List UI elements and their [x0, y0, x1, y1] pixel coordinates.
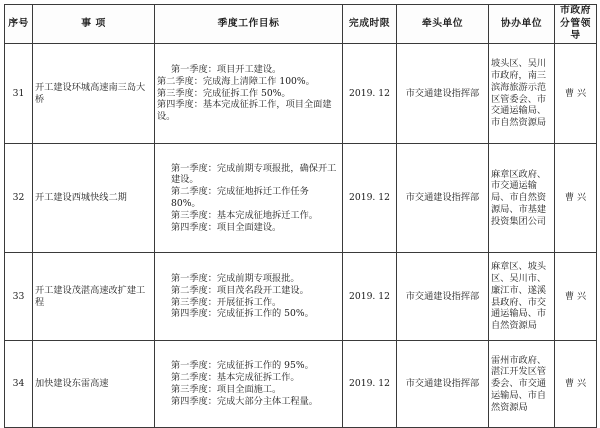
- assist-line: 市政府，南三: [491, 69, 547, 81]
- row-goals: [155, 144, 343, 253]
- assist-line: 区管委会、市: [491, 93, 547, 105]
- goal-line: 第三季度：完成征拆工作 50%。: [157, 87, 291, 99]
- goal-line: 第四季度：基本完成征拆工作，项目全面建设。: [157, 99, 332, 123]
- assist-line: 委会、市交通: [491, 378, 547, 390]
- assist-line: 区、吴川市、: [491, 272, 547, 284]
- goal-line: 第三季度：基本完成征地拆迁工作。: [171, 209, 318, 221]
- row-assist: [489, 144, 555, 253]
- header-leader-line1: 市政府: [560, 5, 591, 17]
- row-leader: 曹 兴: [555, 44, 597, 144]
- row-item: 开工建设环城高速南三岛大桥: [33, 44, 155, 144]
- row-lead: 市交通建设指挥部: [397, 341, 489, 428]
- header-no: 序号: [5, 5, 33, 44]
- row-no: 33: [5, 253, 33, 341]
- assist-line: 源局、市基建: [491, 203, 547, 215]
- row-leader: 曹 兴: [555, 144, 597, 253]
- row-item: 开工建设西城快线二期: [33, 144, 155, 253]
- table-row: [5, 44, 597, 144]
- goal-line: 第二季度：基本完成征拆工作。: [171, 372, 300, 384]
- header-goal: 季度工作目标: [155, 5, 343, 44]
- row-lead: 市交通建设指挥部: [397, 44, 489, 144]
- goal-line: 第一季度：项目开工建设。: [171, 64, 282, 76]
- goal-line: 第一季度：完成征拆工作的 95%。: [171, 360, 314, 372]
- row-leader: 曹 兴: [555, 253, 597, 341]
- goal-line: 第四季度：完成大部分主体工程量。: [171, 395, 318, 407]
- assist-line: 麻章区、坡头: [491, 261, 547, 273]
- header-deadline: 完成时限: [343, 5, 397, 44]
- row-deadline: 2019. 12: [343, 144, 397, 253]
- assist-line: 县政府、市交: [491, 296, 547, 308]
- row-assist: [489, 341, 555, 428]
- task-table: [4, 4, 597, 428]
- assist-line: 市交通运输: [491, 180, 537, 192]
- assist-line: 雷州市政府、: [491, 354, 547, 366]
- table-row: [5, 341, 597, 428]
- assist-line: 坡头区、吴川: [491, 58, 547, 70]
- row-item: 开工建设茂湛高速改扩建工程: [33, 253, 155, 341]
- goal-line: 第一季度：完成前期专项报批。: [171, 272, 300, 284]
- row-no: 31: [5, 44, 33, 144]
- assist-line: 滨海旅游示范: [491, 81, 547, 93]
- assist-line: 投资集团公司: [491, 215, 547, 227]
- row-goals: [155, 253, 343, 341]
- row-lead: 市交通建设指挥部: [397, 253, 489, 341]
- row-assist: [489, 44, 555, 144]
- header-lead: 牵头单位: [397, 5, 489, 44]
- assist-line: 局、市自然资: [491, 192, 547, 204]
- goal-line: 第三季度：开展征拆工作。: [171, 296, 282, 308]
- row-deadline: 2019. 12: [343, 341, 397, 428]
- goal-line: 第三季度：项目全面施工。: [171, 384, 282, 395]
- goal-line: 第一季度：完成前期专项报批，确保开工建设。: [171, 162, 337, 186]
- goal-line: 第四季度：完成征拆工作的 50%。: [171, 308, 314, 320]
- header-leader: [555, 5, 597, 44]
- assist-line: 交通运输局、: [491, 105, 547, 117]
- assist-line: 然资源局: [491, 401, 528, 413]
- goal-line: 第二季度：项目茂名段开工建设。: [171, 284, 309, 296]
- header-leader-line2: 分管领导: [560, 17, 591, 42]
- assist-line: 廉江市、遂溪: [491, 284, 547, 296]
- assist-line: 市自然资源局: [491, 117, 547, 129]
- row-goals: [155, 44, 343, 144]
- assist-line: 自然资源局: [491, 320, 537, 332]
- row-lead: 市交通建设指挥部: [397, 144, 489, 253]
- row-no: 34: [5, 341, 33, 428]
- row-no: 32: [5, 144, 33, 253]
- table-row: [5, 253, 597, 341]
- header-item: 事 项: [33, 5, 155, 44]
- table-row: [5, 144, 597, 253]
- goal-line: 第二季度：完成征地拆迁工作任务 80%。: [171, 186, 309, 209]
- header-assist: 协办单位: [489, 5, 555, 44]
- row-deadline: 2019. 12: [343, 44, 397, 144]
- row-assist: [489, 253, 555, 341]
- assist-line: 湛江开发区管: [491, 366, 547, 378]
- row-item: 加快建设东雷高速: [33, 341, 155, 428]
- row-goals: [155, 341, 343, 428]
- assist-line: 通运输局、市: [491, 308, 547, 320]
- row-deadline: 2019. 12: [343, 253, 397, 341]
- goal-line: 第四季度：项目全面建设。: [171, 221, 282, 233]
- table-header-row: [5, 5, 597, 44]
- row-leader: 曹 兴: [555, 341, 597, 428]
- assist-line: 麻章区政府、: [491, 168, 547, 180]
- goal-line: 第二季度：完成海上清障工作 100%。: [157, 75, 315, 87]
- assist-line: 运输局、市自: [491, 389, 547, 401]
